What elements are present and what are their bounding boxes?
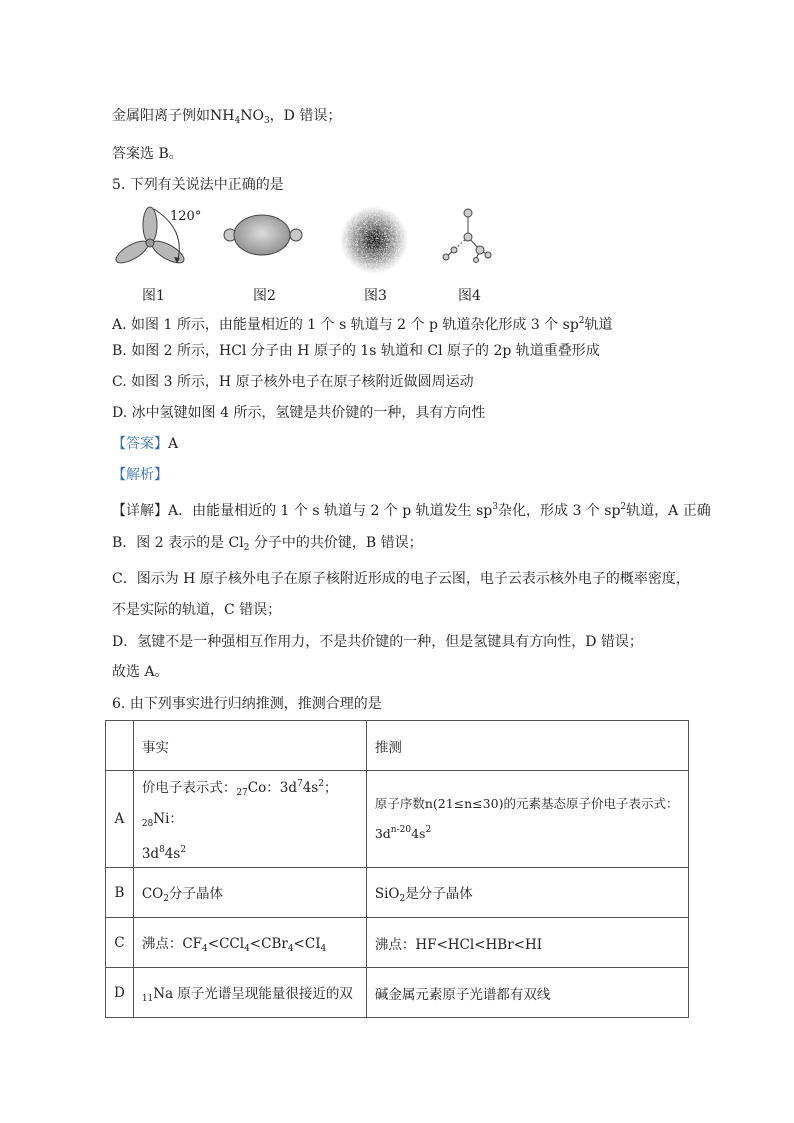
subscript: 4 [287, 943, 294, 954]
text: 分子晶体 [168, 885, 223, 902]
subscript: 11 [141, 993, 154, 1004]
text: <CBr [249, 935, 288, 952]
text: ； [323, 780, 338, 796]
text: Co：3d [247, 780, 297, 796]
row-label: B [106, 868, 134, 918]
table-row [106, 771, 689, 868]
subscript: 28 [141, 819, 154, 829]
subscript: 4 [234, 116, 241, 126]
table-cell: 沸点：HF<HCl<HBr<HI [366, 918, 688, 968]
question-5-stem: 5. 下列有关说法中正确的是 [112, 177, 284, 193]
text: Na 原子光谱呈现能量很接近的双 [153, 985, 353, 1002]
table-cell [133, 918, 366, 968]
detail-line [112, 497, 711, 521]
analysis-tag: 【解析】 [112, 467, 168, 483]
answer-row [112, 434, 178, 454]
table-header-row [106, 721, 689, 771]
superscript: 2 [318, 779, 324, 789]
fig-label-2: 图2 [253, 288, 276, 304]
text: B．图 2 表示的是 [112, 535, 229, 551]
text: 轨道 [584, 317, 613, 333]
text: A．由能量相近的 1 个 s 轨道与 2 个 p 轨道发生 sp [168, 503, 493, 519]
row-label: C [106, 918, 134, 968]
table-cell [133, 868, 366, 918]
text: 4s [411, 826, 426, 841]
subscript: 4 [202, 943, 208, 954]
answer-value: A [168, 436, 179, 452]
option-b: B. 如图 2 所示，HCl 分子由 H 原子的 1s 轨道和 Cl 原子的 2p 轨道重叠形成 [112, 343, 600, 359]
superscript: 2 [620, 502, 627, 512]
detail-tag: 【详解】 [112, 503, 168, 519]
subscript: 2 [163, 893, 169, 904]
answer-tag: 【答案】 [112, 436, 168, 452]
figures [112, 205, 512, 275]
subscript: 3 [263, 116, 270, 126]
formula: NO [240, 108, 264, 124]
electron-cloud-figure [338, 205, 410, 275]
subscript: 27 [236, 788, 248, 798]
text: Ni： [153, 811, 183, 827]
text: 是分子晶体 [405, 885, 473, 902]
fig-label-1: 图1 [142, 288, 165, 304]
superscript: 8 [159, 845, 165, 855]
subscript: 2 [399, 893, 406, 904]
conclusion: 故选 A。 [112, 664, 169, 680]
text-line [112, 106, 341, 131]
table-cell: 碱金属元素原子光谱都有双线 [366, 968, 688, 1018]
text: A. 如图 1 所示，由能量相近的 1 个 s 轨道与 2 个 p 轨道杂化形成 3 个 sp [112, 317, 579, 333]
option-d: D. 冰中氢键如图 4 所示，氢键是共价键的一种，具有方向性 [112, 405, 486, 421]
text: 4s [164, 846, 181, 862]
table-header-fact: 事实 [133, 721, 366, 771]
hydrogen-bond-figure [443, 209, 491, 263]
superscript: 3 [492, 502, 499, 512]
formula: Cl [228, 535, 244, 551]
table-cell [133, 968, 366, 1018]
row-label: D [106, 968, 134, 1018]
table-row [106, 868, 689, 918]
text: 杂化，形成 3 个 sp [498, 503, 621, 519]
superscript: 2 [425, 825, 432, 835]
explain-c-2: 不是实际的轨道，C 错误； [112, 602, 282, 618]
text: 价电子表示式： [141, 780, 237, 796]
table-cell [366, 771, 688, 868]
analysis-row [112, 465, 168, 485]
explain-d: D．氢键不是一种强相互作用力，不是共价键的一种，但是氢键具有方向性，D 错误； [112, 634, 643, 650]
option-a [112, 311, 613, 335]
table-cell [133, 771, 366, 868]
text: 轨道，A 正确 [626, 503, 711, 519]
text: CO [141, 885, 164, 902]
text: <CCl [207, 935, 245, 952]
subscript: 2 [243, 543, 250, 553]
facts-table [105, 720, 689, 1018]
superscript: 2 [578, 316, 585, 326]
explain-c-1: C．图示为 H 原子核外电子在原子核附近形成的电子云图，电子云表示核外电子的概率密度， [112, 571, 690, 587]
table-header-guess: 推测 [366, 721, 688, 771]
superscript: 7 [296, 779, 303, 789]
fig-label-4: 图4 [458, 288, 481, 304]
superscript: 2 [180, 845, 187, 855]
text: 3d [141, 846, 160, 862]
text: ，D 错误； [269, 108, 342, 124]
subscript: 4 [244, 943, 250, 954]
sp2-orbital-figure [113, 207, 201, 267]
subscript: 4 [320, 943, 327, 954]
table-cell [106, 721, 134, 771]
formula: NH [210, 108, 235, 124]
text: 3d [374, 826, 391, 841]
text: 金属阳离子例如 [112, 108, 210, 124]
text: 原子序数n(21≤n≤30)的元素基态原子价电子表示式： [374, 796, 679, 811]
table-row [106, 968, 689, 1018]
question-6-stem: 6. 由下列事实进行归纳推测，推测合理的是 [112, 696, 382, 712]
orbital-overlap-figure [224, 215, 302, 255]
table-cell [366, 868, 688, 918]
text: 沸点：CF [141, 935, 203, 952]
table-row [106, 918, 689, 968]
option-c: C. 如图 3 所示，H 原子核外电子在原子核附近做圆周运动 [112, 374, 474, 390]
fig-label-3: 图3 [364, 288, 387, 304]
text: SiO [374, 885, 400, 902]
answer-line: 答案选 B。 [112, 146, 183, 162]
row-label: A [106, 771, 134, 868]
angle-label: 120° [170, 209, 202, 224]
explain-b [112, 533, 423, 558]
text: 分子中的共价键，B 错误； [249, 535, 423, 551]
superscript: n-20 [390, 825, 412, 835]
text: <CI [293, 935, 321, 952]
text: 4s [302, 780, 319, 796]
